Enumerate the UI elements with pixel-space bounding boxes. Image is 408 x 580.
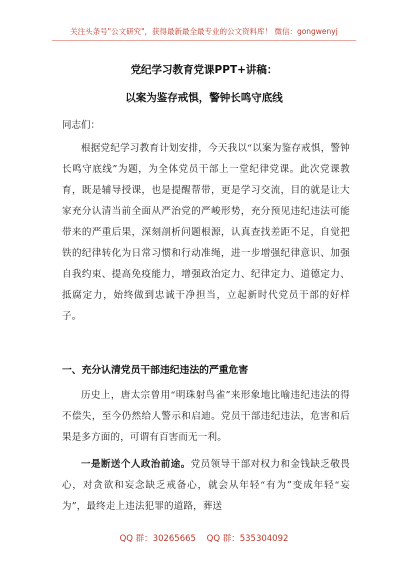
paragraph-3-lead: 一是断送个人政治前途。 (81, 459, 191, 470)
salutation: 同志们： (62, 120, 101, 131)
document-subtitle: 以案为鉴存戒惧，警钟长鸣守底线 (125, 92, 283, 104)
body-paragraph-3 (62, 454, 350, 517)
body-paragraph-1: 根据党纪学习教育计划安排，今天我以“以案为鉴存戒惧，警钟长鸣守底线”为题，为全体党员干部上一堂纪律党课。此次党课教育，既是辅导授课，也是提醒帮带，更是学习交流，目的就是让大家充分认清当前全面从严治党的严峻形势，充分预见违纪违法可能带来的严重后果，深刻剖析问题根源，认真查找差距不足，自觉把铁的纪律转化为日常习惯和行动准绳，进一步增强纪律意识、加强自我约束、提高免疫能力，增强政治定力、纪律定力、道德定力、抵腐定力，始终做到忠诚干净担当，立起新时代党员干部的好样子。 (62, 143, 350, 322)
header-divider (52, 40, 356, 41)
section-heading-1: 一、充分认清党员干部违纪违法的严重危害 (62, 365, 249, 376)
body-paragraph-2: 历史上，唐太宗曾用“明珠射鸟雀”来形象地比喻违纪违法的得不偿失，至今仍然给人警示和启迪。党员干部违纪违法，危害和后果是多方面的，可谓有百害而无一利。 (62, 390, 350, 443)
header-promo-note: 关注头条号"公文研究"，获得最新最全最专业的公文资料库！ 微信：gongwenyj (70, 27, 338, 36)
document-title: 党纪学习教育党课PPT+讲稿： (130, 64, 278, 76)
footer-qq-group-2: QQ 群：535304092 (206, 534, 289, 544)
footer-contact (0, 532, 408, 544)
paragraph-3-body: 党员领导干部对权力和金钱缺乏敬畏心，对贪欲和妄念缺乏戒备心，就会从年轻“有为”变成年轻“妄为”，最终走上违法犯罪的道路，葬送 (62, 459, 350, 512)
footer-qq-group-1: QQ 群：30265665 (119, 534, 196, 544)
